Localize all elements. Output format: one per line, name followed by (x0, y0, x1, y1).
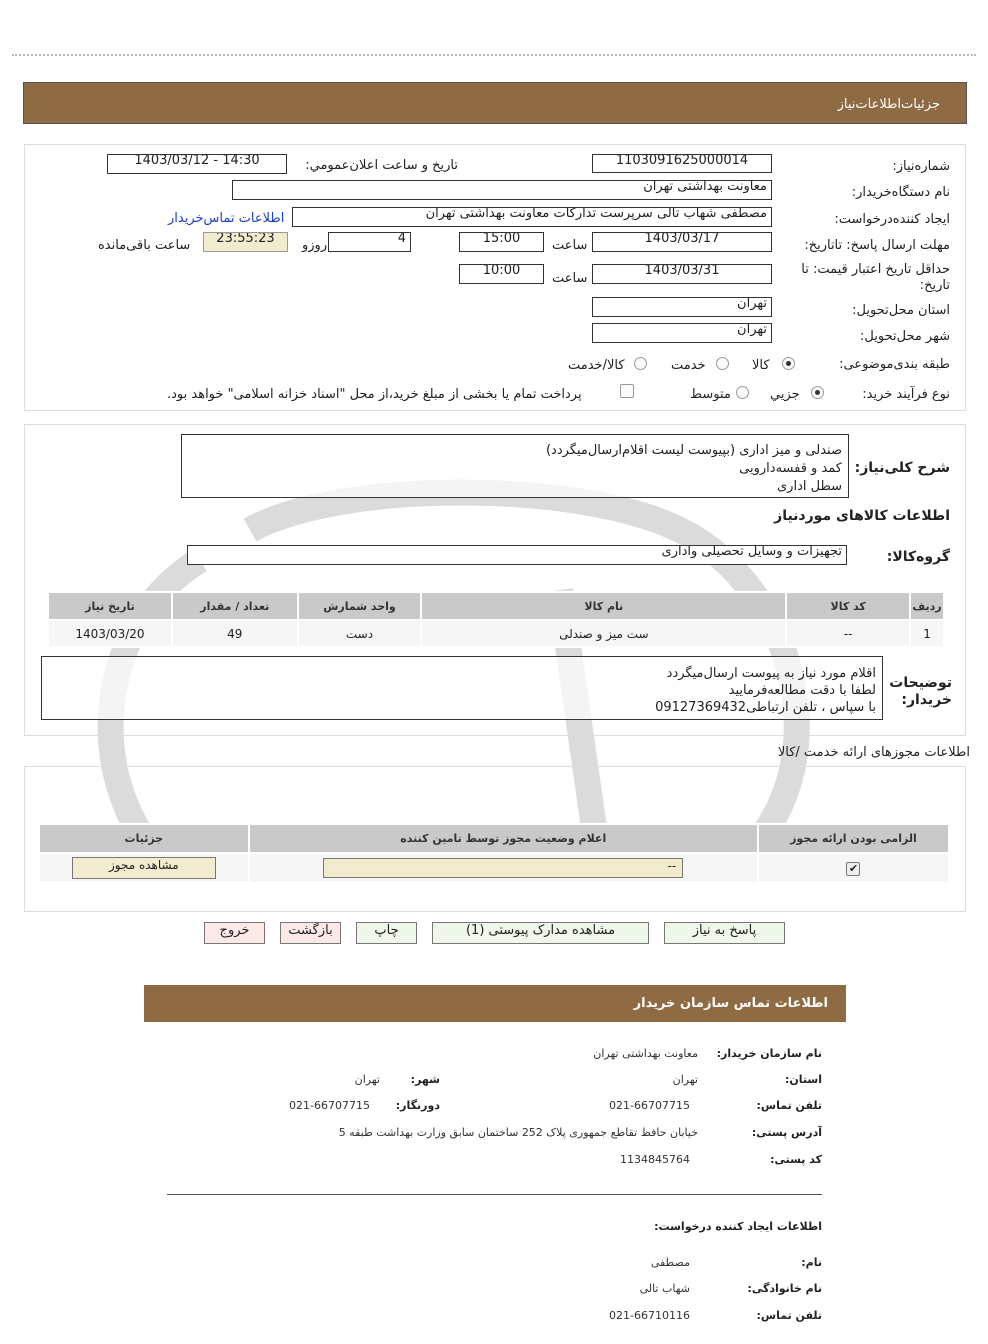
creator-field: مصطفی شهاب تالی سرپرست تدارکات معاونت بهداشتی تهران (292, 207, 772, 227)
need-number-field: 1103091625000014 (592, 154, 772, 173)
col-permit-required: الزامی بودن ارائه مجوز (758, 824, 949, 853)
days-label: روزو (302, 238, 328, 253)
category-radio-goods[interactable] (782, 357, 795, 370)
group-label: گروه‌کالا: (886, 549, 950, 565)
validity-hour-label: ساعت (552, 271, 588, 286)
contact-province-label: استان: (785, 1073, 822, 1086)
buyer-field: معاونت بهداشتی تهران (232, 180, 772, 200)
city-label: شهر محل‌تحویل: (860, 329, 950, 344)
back-button[interactable]: بازگشت (280, 922, 341, 944)
buyer-notes-label-1: توضیحات (889, 675, 952, 691)
category-option-service: خدمت (671, 358, 706, 373)
permit-details-cell (39, 853, 249, 883)
need-number-label: شماره‌نیاز: (892, 159, 950, 174)
days-field: 4 (328, 232, 411, 252)
process-option-medium: متوسط (690, 387, 731, 402)
deadline-label: مهلت ارسال پاسخ: تاتاریخ: (804, 238, 950, 253)
validity-date-field: 1403/03/31 (592, 264, 772, 284)
validity-label: حداقل تاریخ اعتبار قیمت: تا تاریخ: (801, 262, 950, 293)
cell-qty: 49 (172, 620, 298, 647)
summary-line-1: صندلی و میز اداری (بپیوست لیست اقلام‌ارسال‌میگردد) (545, 443, 842, 458)
view-permit-button[interactable]: مشاهده مجوز (72, 857, 216, 879)
contact-province-value: تهران (672, 1073, 698, 1086)
process-radio-medium[interactable] (736, 386, 749, 399)
top-divider (12, 54, 976, 60)
buyer-notes-label-2: خریدار: (901, 692, 952, 708)
items-table (47, 591, 945, 648)
col-code: کد کالا (786, 592, 910, 620)
buyer-contact-link[interactable]: اطلاعات تماس‌خریدار (168, 211, 285, 226)
process-label: نوع فرآیند خرید: (862, 387, 950, 402)
treasury-payment-note: پرداخت تمام یا بخشی از مبلغ خرید،از محل "اسناد خزانه اسلامی" خواهد بود. (167, 387, 582, 402)
group-field: تجهیزات و وسایل تحصیلی واداری (187, 545, 847, 565)
exit-button[interactable]: خروج (204, 922, 265, 944)
deadline-date-field: 1403/03/17 (592, 232, 772, 252)
contact-postal-value: 1134845764 (620, 1153, 690, 1166)
cell-code: -- (786, 620, 910, 647)
print-button[interactable]: چاپ (356, 922, 417, 944)
cell-row: 1 (910, 620, 944, 647)
process-radio-minor[interactable] (811, 386, 824, 399)
category-label: طبقه بندی‌موضوعی: (839, 357, 950, 372)
goods-heading: اطلاعات کالاهای مورد‌نیاز (774, 508, 950, 524)
page-header (23, 82, 967, 124)
announce-field: 1403/03/12 - 14:30 (107, 154, 287, 174)
validity-time-field: 10:00 (459, 264, 544, 284)
creator-label: ایجاد کننده‌درخواست: (834, 212, 950, 227)
col-qty: تعداد / مقدار (172, 592, 298, 620)
contact-address-label: آدرس پستی: (751, 1126, 822, 1139)
cell-unit: دست (298, 620, 422, 647)
permit-status-field: -- (323, 858, 683, 878)
category-radio-service[interactable] (716, 357, 729, 370)
col-name: نام کالا (421, 592, 786, 620)
creator-phone-value: 021-66710116 (609, 1309, 690, 1322)
reply-button[interactable]: پاسخ به نیاز (664, 922, 785, 944)
permit-status-cell (249, 853, 758, 883)
col-row: ردیف (910, 592, 944, 620)
remaining-label: ساعت باقی‌مانده (98, 238, 191, 253)
org-label: نام سازمان خریدار: (716, 1047, 822, 1060)
announce-label: تاریخ و ساعت اعلان‌عمومي: (305, 158, 458, 173)
summary-line-3: سطل اداری (777, 479, 842, 494)
col-permit-status: اعلام وضعیت مجوز توسط تامین کننده (249, 824, 758, 853)
province-field: تهران (592, 297, 772, 317)
category-radio-goods-service[interactable] (634, 357, 647, 370)
contact-city-label: شهر: (410, 1073, 440, 1086)
creator-name-value: مصطفی (650, 1256, 690, 1269)
buyer-note-line-3: با سپاس ، تلفن ارتباطی09127369432 (655, 700, 876, 715)
cell-date: 1403/03/20 (48, 620, 172, 647)
deadline-hour-label: ساعت (552, 238, 588, 253)
contact-postal-label: کد پستی: (770, 1153, 822, 1166)
page-title: جزئیات‌اطلاعات‌نیاز (837, 97, 940, 112)
buyer-notes-box (41, 656, 883, 720)
permits-table (38, 823, 950, 884)
summary-box (181, 434, 849, 498)
buyer-note-line-1: اقلام مورد نیاز به پیوست ارسال‌میگردد (666, 666, 876, 681)
contact-header (144, 985, 846, 1022)
category-option-goods-service: کالا/خدمت (568, 358, 625, 373)
contact-title: اطلاعات تماس سازمان خریدار (633, 996, 828, 1011)
process-option-minor: جزيي (770, 387, 800, 402)
creator-heading: اطلاعات ایجاد کننده درخواست: (654, 1220, 822, 1233)
table-row (39, 853, 949, 883)
deadline-time-field: 15:00 (459, 232, 544, 252)
contact-phone-value: 021-66707715 (609, 1099, 690, 1112)
creator-name-label: نام: (801, 1256, 822, 1269)
treasury-payment-checkbox[interactable] (620, 384, 634, 398)
col-permit-details: جزئیات (39, 824, 249, 853)
contact-city-value: تهران (354, 1073, 380, 1086)
creator-family-label: نام خانوادگی: (747, 1282, 822, 1295)
contact-phone-label: تلفن تماس: (756, 1099, 822, 1112)
contact-divider (167, 1194, 822, 1195)
creator-phone-label: تلفن تماس: (756, 1309, 822, 1322)
contact-fax-label: دورنگار: (395, 1099, 440, 1112)
contact-fax-value: 021-66707715 (289, 1099, 370, 1112)
summary-label: شرح کلی‌نیاز: (854, 460, 950, 476)
province-label: استان محل‌تحویل: (852, 303, 950, 318)
creator-family-value: شهاب تالی (639, 1282, 690, 1295)
col-date: تاریخ نیاز (48, 592, 172, 620)
org-value: معاونت بهداشتی تهران (593, 1047, 698, 1060)
remaining-time-field: 23:55:23 (203, 232, 288, 252)
check-icon[interactable]: ✔ (846, 862, 860, 876)
buyer-note-line-2: لطفا با دقت مطالعه‌فرمایید (728, 683, 876, 698)
table-row (48, 620, 944, 647)
contact-address-value: خیابان حافظ تقاطع جمهوری پلاک 252 ساختمان سابق وزارت بهداشت طبقه 5 (338, 1126, 698, 1139)
summary-line-2: کمد و قفسه‌دارویی (739, 461, 842, 476)
permits-heading: اطلاعات مجوزهای ارائه خدمت /کالا (777, 745, 970, 760)
col-unit: واحد شمارش (298, 592, 422, 620)
category-option-goods: کالا (752, 358, 770, 373)
city-field: تهران (592, 323, 772, 343)
buyer-label: نام دستگاه‌خریدار: (851, 185, 950, 200)
attachments-button[interactable]: مشاهده مدارک پیوستی (1) (432, 922, 649, 944)
cell-name: ست میز و صندلی (421, 620, 786, 647)
permit-required-cell (758, 853, 949, 883)
